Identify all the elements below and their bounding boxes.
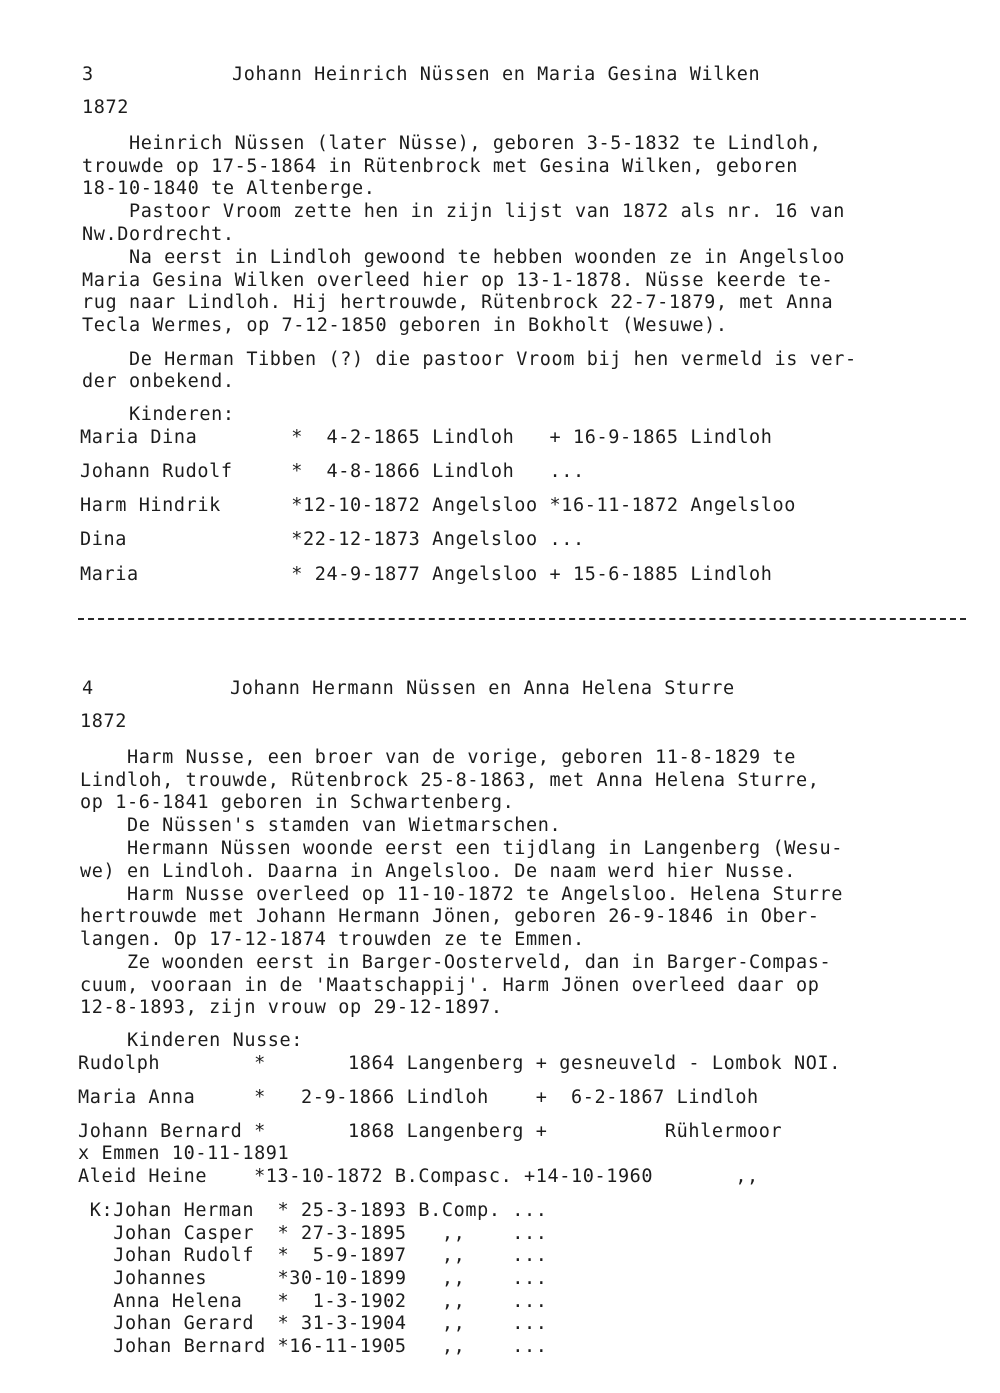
section-3-number: 3 [82,64,94,85]
child-row: x Emmen 10-11-1891 [78,1143,290,1164]
child-row: Maria Anna * 2-9-1866 Lindloh + 6-2-1867 Lindloh [78,1087,759,1108]
section-3-text-line: rug naar Lindloh. Hij hertrouwde, Rütenbrock 22-7-1879, met Anna [82,292,834,313]
child-row: Maria Dina * 4-2-1865 Lindloh + 16-9-1865 Lindloh [80,427,773,448]
section-3-text-line: der onbekend. [82,371,235,392]
child-row: Harm Hindrik *12-10-1872 Angelsloo *16-11-1872 Angelsloo [80,495,797,516]
section-4-text-line: we) en Lindloh. Daarna in Angelsloo. De naam werd hier Nusse. [80,861,797,882]
child-row: Maria * 24-9-1877 Angelsloo + 15-6-1885 Lindloh [80,564,773,585]
section-3-text-line: trouwde op 17-5-1864 in Rütenbrock met Gesina Wilken, geboren [82,156,799,177]
section-4-text-line: cuum, vooraan in de 'Maatschappij'. Harm Jönen overleed daar op [80,975,820,996]
child-row: Aleid Heine *13-10-1872 B.Compasc. +14-10-1960 ,, [78,1166,759,1187]
child-row: Dina *22-12-1873 Angelsloo ... [80,529,585,550]
section-4-heading: Johann Hermann Nüssen en Anna Helena Sturre [230,678,735,699]
section-4-text-line: De Nüssen's stamden van Wietmarschen. [80,815,562,836]
section-4-text-line: Harm Nusse overleed op 11-10-1872 te Angelsloo. Helena Sturre [80,884,843,905]
section-3-text-line: Na eerst in Lindloh gewoond te hebben woonden ze in Angelsloo [82,247,845,268]
section-3-text-line: De Herman Tibben (?) die pastoor Vroom bij hen vermeld is ver- [82,349,857,370]
grandchild-row: Johan Bernard *16-11-1905 ,, ... [78,1336,548,1357]
section-3-text-line: Pastoor Vroom zette hen in zijn lijst van 1872 als nr. 16 van [82,201,845,222]
grandchild-row: Johan Rudolf * 5-9-1897 ,, ... [78,1245,548,1266]
grandchild-row: Johan Casper * 27-3-1895 ,, ... [78,1223,548,1244]
section-4-text-line: op 1-6-1841 geboren in Schwartenberg. [80,792,515,813]
section-4-text-line: hertrouwde met Johann Hermann Jönen, geboren 26-9-1846 in Ober- [80,906,820,927]
child-row: Johann Bernard * 1868 Langenberg + Rühlermoor [78,1121,783,1142]
section-divider [78,618,966,620]
section-3-text-line: Maria Gesina Wilken overleed hier op 13-1-1878. Nüsse keerde te- [82,270,834,291]
section-4-text-line: 12-8-1893, zijn vrouw op 29-12-1897. [80,997,503,1018]
section-4-number: 4 [82,678,94,699]
child-row: Rudolph * 1864 Langenberg + gesneuveld - Lombok NOI. [78,1053,841,1074]
section-4-children-label: Kinderen Nusse: [80,1030,304,1051]
section-4-text-line: Harm Nusse, een broer van de vorige, geboren 11-8-1829 te [80,747,797,768]
grandchild-row: Johan Gerard * 31-3-1904 ,, ... [78,1313,548,1334]
child-row: Johann Rudolf * 4-8-1866 Lindloh ... [80,461,585,482]
section-4-text-line: Lindloh, trouwde, Rütenbrock 25-8-1863, met Anna Helena Sturre, [80,770,820,791]
section-3-text-line: Nw.Dordrecht. [82,224,235,245]
section-3-text-line: Heinrich Nüssen (later Nüsse), geboren 3-5-1832 te Lindloh, [82,133,822,154]
grandchild-row: Johannes *30-10-1899 ,, ... [78,1268,548,1289]
section-3-year: 1872 [82,97,129,118]
section-4-year: 1872 [80,711,127,732]
section-3-heading: Johann Heinrich Nüssen en Maria Gesina Wilken [232,64,761,85]
section-3-children-label: Kinderen: [82,404,235,425]
grandchild-row: K:Johan Herman * 25-3-1893 B.Comp. ... [78,1200,548,1221]
section-3-text-line: Tecla Wermes, op 7-12-1850 geboren in Bokholt (Wesuwe). [82,315,728,336]
section-4-text-line: Hermann Nüssen woonde eerst een tijdlang in Langenberg (Wesu- [80,838,843,859]
grandchild-row: Anna Helena * 1-3-1902 ,, ... [78,1291,548,1312]
section-4-text-line: langen. Op 17-12-1874 trouwden ze te Emmen. [80,929,585,950]
section-3-text-line: 18-10-1840 te Altenberge. [82,178,376,199]
section-4-text-line: Ze woonden eerst in Barger-Oosterveld, dan in Barger-Compas- [80,952,832,973]
